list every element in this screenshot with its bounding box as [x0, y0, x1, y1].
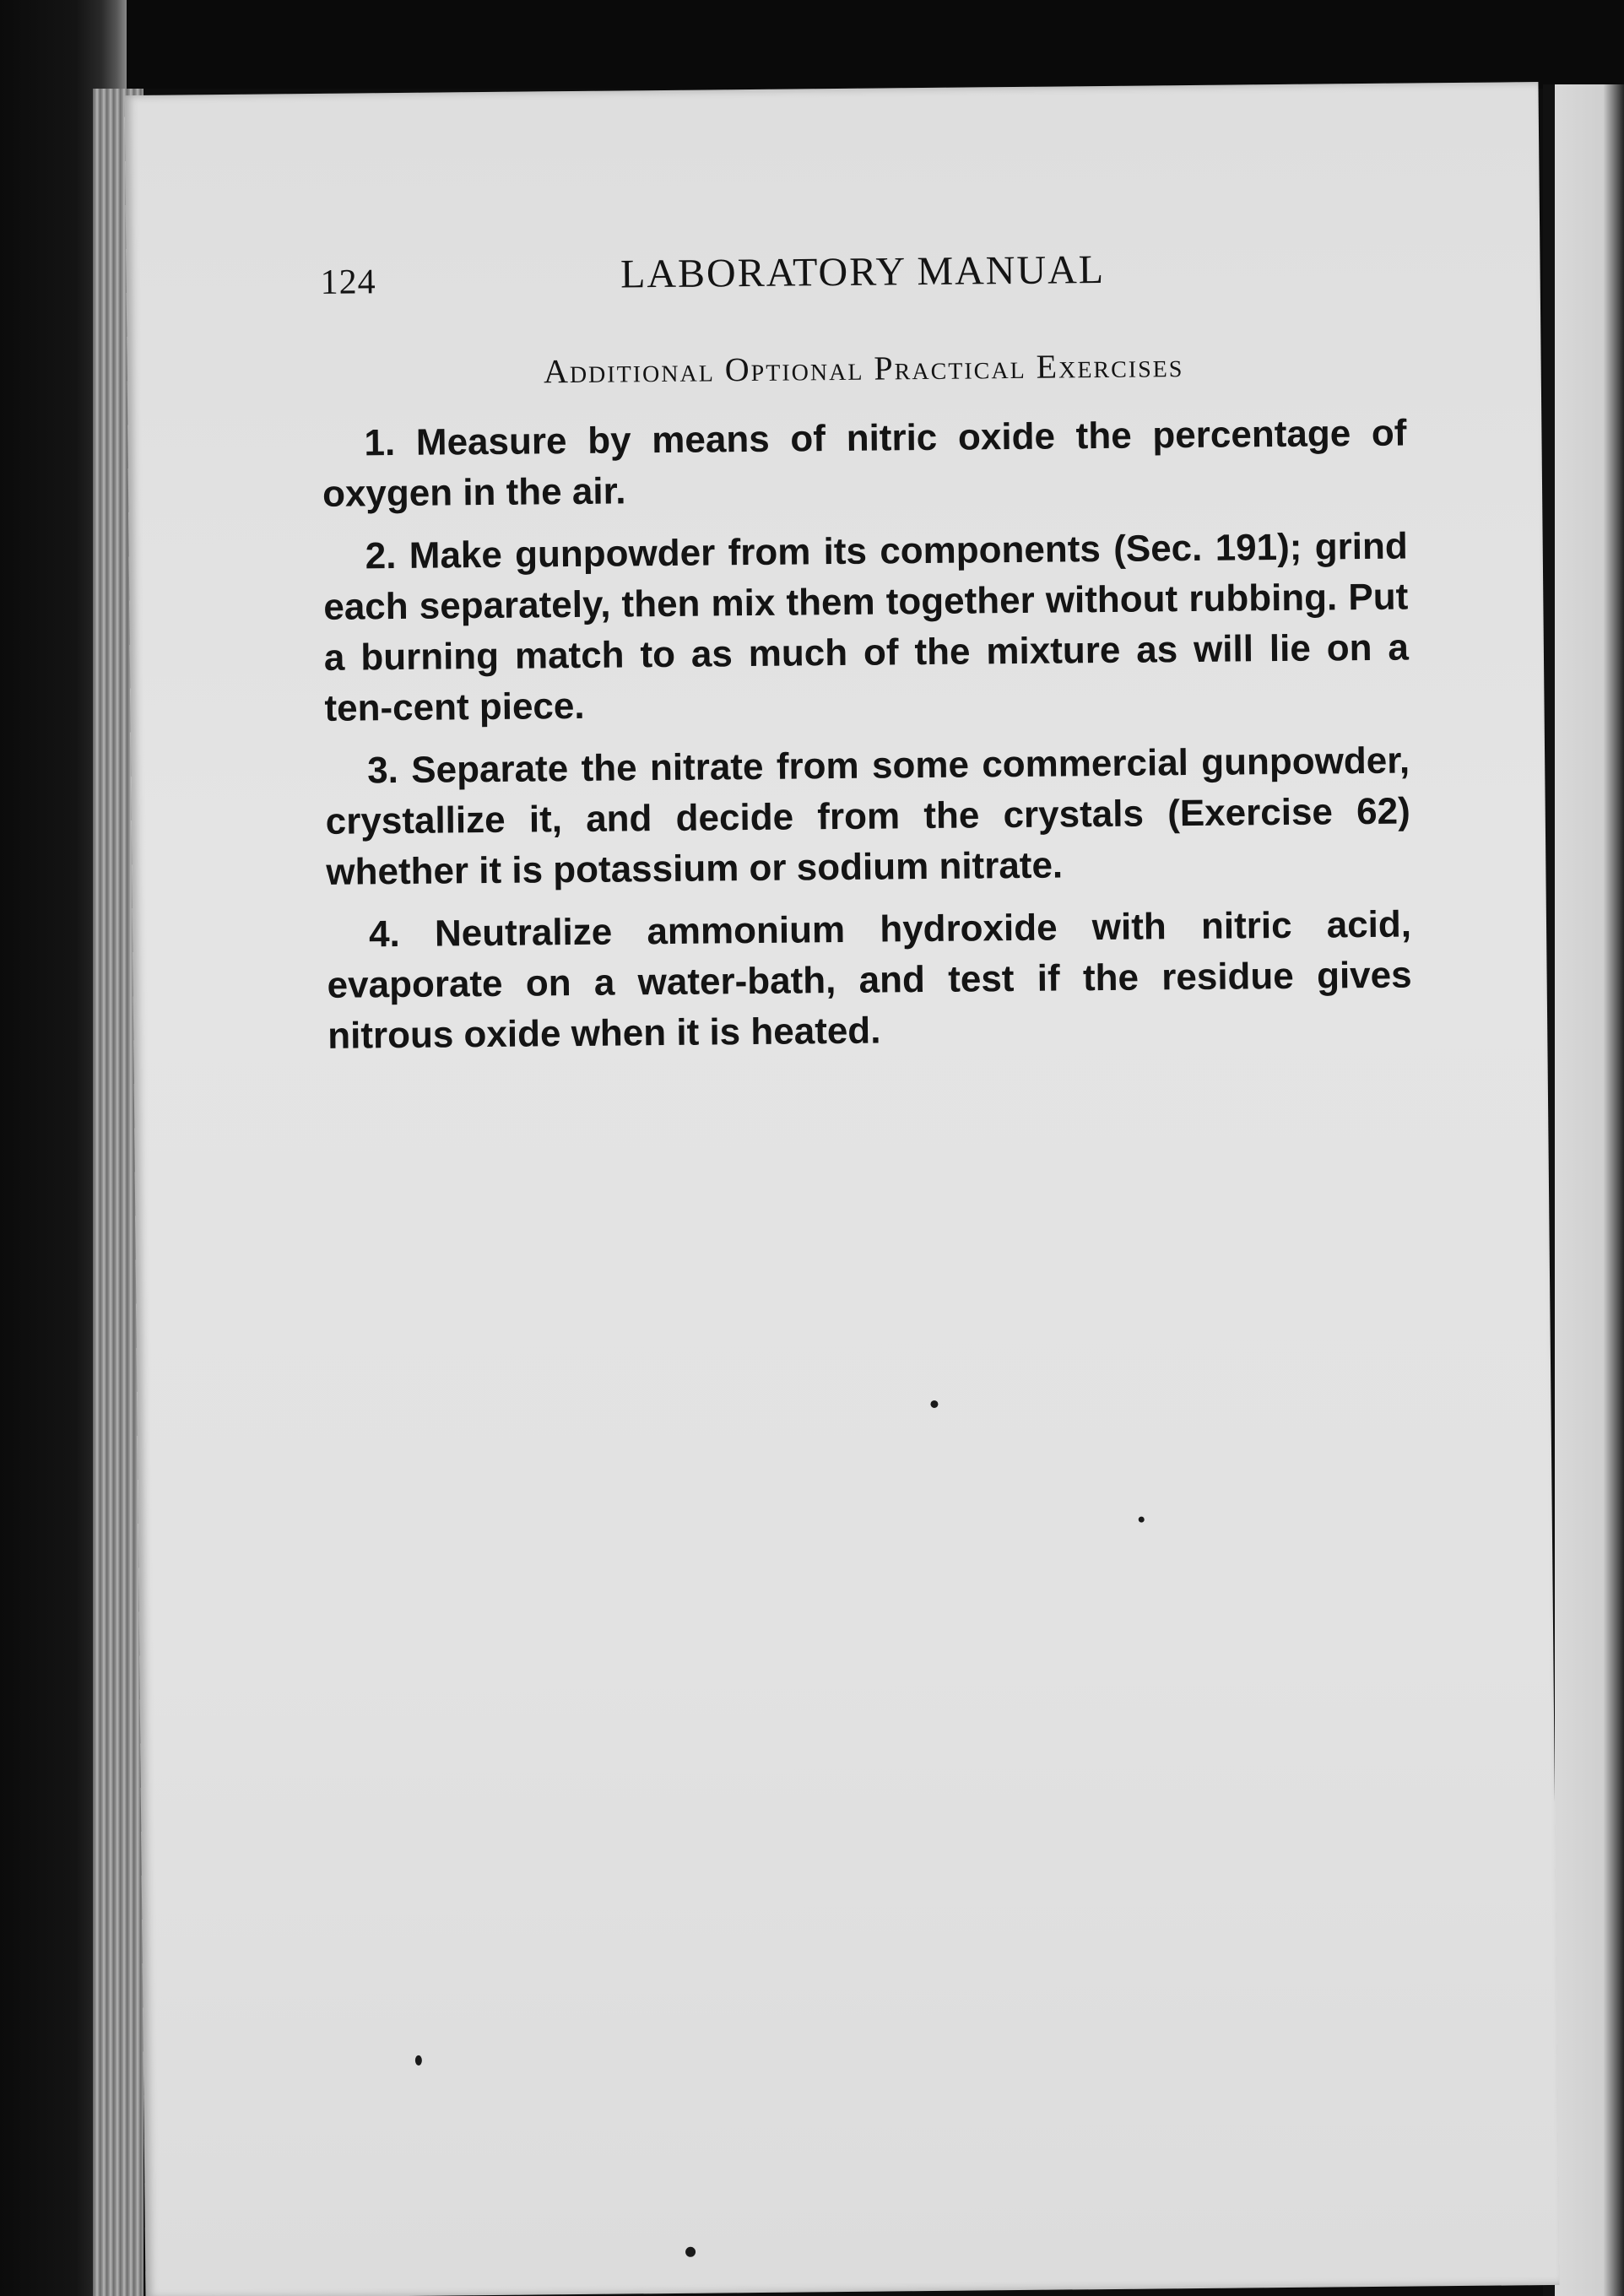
- running-title: LABORATORY MANUAL: [620, 246, 1106, 297]
- scan-top-border: [0, 0, 1624, 89]
- dust-speck: [930, 1400, 938, 1408]
- section-heading: Additional Optional Practical Exercises: [543, 346, 1184, 391]
- exercise-paragraph: 3. Separate the nitrate from some commercial gunpowder, crystallize it, and decide from the crystals (Exercise 62) whether it is potassium or sodium nitrate.: [325, 739, 1410, 893]
- exercise-paragraph: 2. Make gunpowder from its components (Sec. 191); grind each separately, then mix them together without rubbing. Put a burning match to as much of the mixture as will lie on a ten-cent piece.: [323, 525, 1410, 729]
- book-page: [125, 82, 1560, 2296]
- facing-page-edge: [1555, 84, 1624, 2296]
- page-text-block: [320, 244, 1412, 1074]
- running-head: [320, 244, 1405, 330]
- dust-speck: [415, 2055, 422, 2066]
- exercise-paragraph: 4. Neutralize ammonium hydroxide with nitric acid, evaporate on a water-bath, and test if the residue gives nitrous oxide when it is heated.: [327, 903, 1412, 1057]
- page-number: 124: [320, 263, 376, 302]
- dust-speck: [685, 2247, 696, 2257]
- dust-speck: [1139, 1517, 1145, 1523]
- exercise-paragraph: 1. Measure by means of nitric oxide the percentage of oxygen in the air.: [322, 412, 1407, 515]
